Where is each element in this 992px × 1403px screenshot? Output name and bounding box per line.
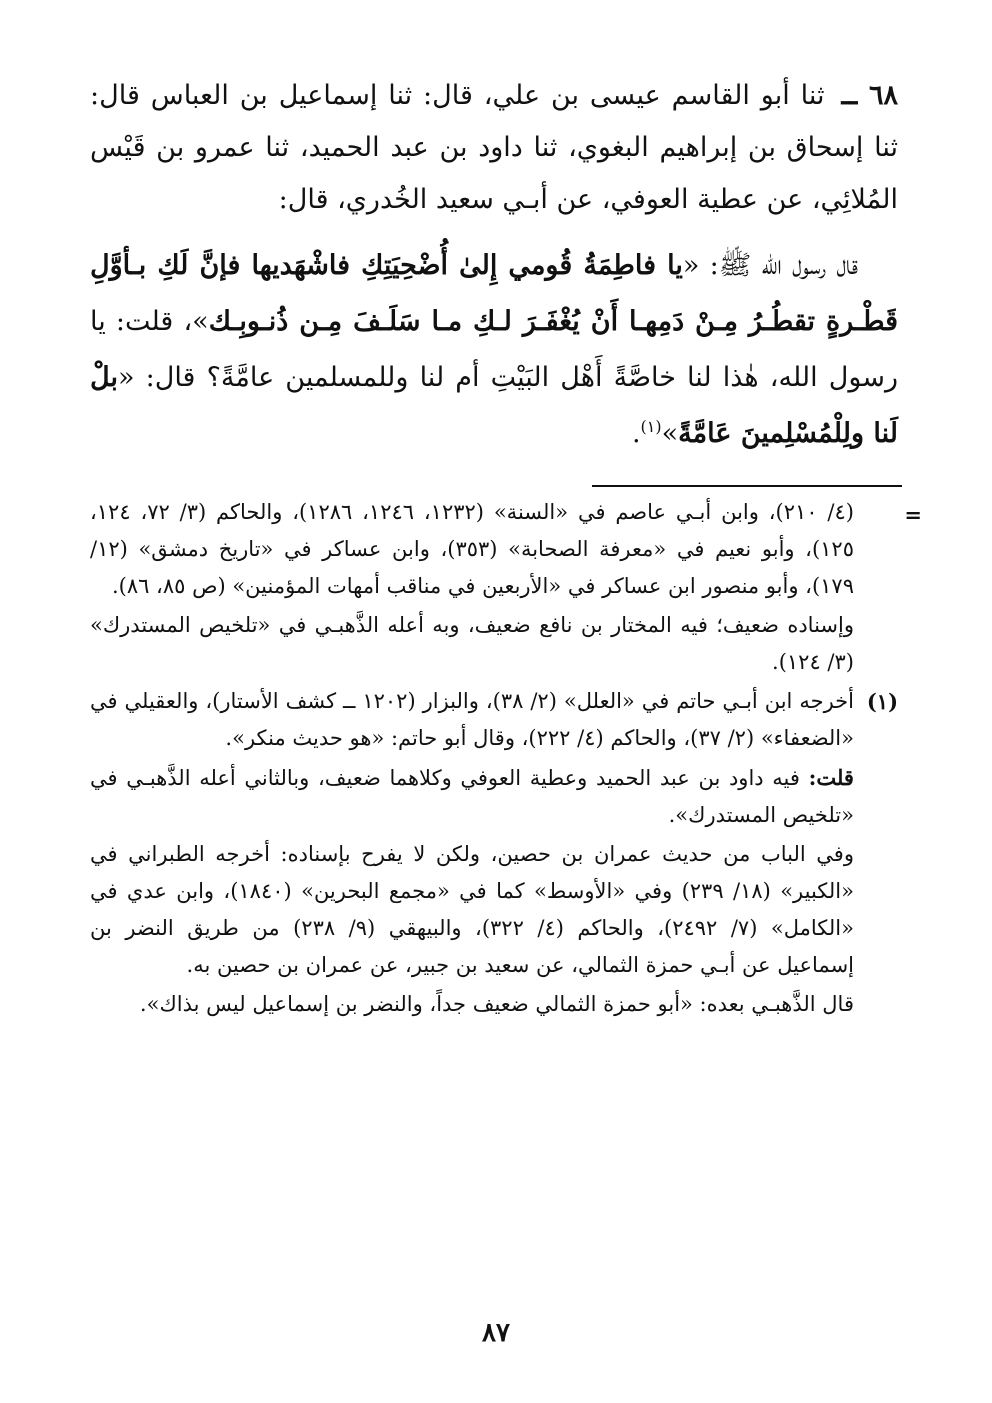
main-text xyxy=(90,70,898,462)
footnote-1-marker: (١) xyxy=(866,689,898,714)
page-number: ٨٧ xyxy=(482,1318,510,1348)
footnote-1-qultu xyxy=(90,759,854,834)
qultu-text: فيه داود بن عبد الحميد وعطية العوفي وكلاهما ضعيف، وبالثاني أعله الذَّهبـي في «تلخيص المستدرك». xyxy=(90,766,854,827)
matn-end: » xyxy=(661,418,679,449)
footnote-1-bab: وفي الباب من حديث عمران بن حصين، ولكن لا يفرح بإسناده: أخرجه الطبراني في «الكبير» (١٨/ ٢٣٩) وفي «الأوسط» كما في «مجمع البحرين» (١٨٤٠)، وابن عدي في «الكامل» (٧/ ٢٤٩٢)، والحاكم (٤/ ٣٢٢)، والبيهقي (٩/ ٢٣٨) من طريق النضر بن إسماعيل عن أبـي حمزة الثمالي، عن سعيد بن جبير، عن عمران بن حصين به. xyxy=(90,842,854,977)
footnotes xyxy=(90,494,922,1025)
footnote-continuation xyxy=(90,494,922,681)
footnote-ref: (١) xyxy=(640,417,662,436)
qultu-label: قلت: xyxy=(808,765,854,790)
hadith-matn xyxy=(90,238,898,462)
footnote-1 xyxy=(90,683,898,1023)
matn-middle: »، قلت: يا رسول الله، هٰذا لنا خاصَّةً أَهْل البَيْتِ أم لنا وللمسلمين عامَّةً؟ قال: « xyxy=(90,306,898,393)
matn-tail: . xyxy=(631,418,641,449)
footnote-1-paragraph-1: أخرجه ابن أبـي حاتم في «العلل» (٢/ ٣٨)، والبزار (١٢٠٢ ــ كشف الأستار)، والعقيلي في «الضعفاء» (٢/ ٣٧)، والحاكم (٤/ ٢٢٢)، وقال أبو حاتم: «هو حديث منكر». xyxy=(90,689,854,750)
matn-quote-1: يا فاطِمَةُ قُومي إِلىٰ أُضْحِيَتِكِ فاشْهَديها فإنَّ لَكِ بـأوَّلِ قَطْـرةٍ تقطُـرُ مِـنْ دَمِهـا أَنْ يُغْفَـرَ لـكِ مـا سَلَـفَ مِـن ذُنـوبِـك xyxy=(90,250,898,337)
continuation-marker: = xyxy=(904,502,922,527)
matn-quote-2: بلْ لَنا ولِلْمُسْلِمينَ عَامَّةً xyxy=(90,362,898,449)
footnote-1-dhahabi: قال الذَّهبـي بعده: «أبو حمزة الثمالي ضعيف جداً، والنضر بن إسماعيل ليس بذاك». xyxy=(139,992,854,1016)
footnote-divider xyxy=(592,485,902,487)
isnad-text: ثنا أبو القاسم عيسى بن علي، قال: ثنا إسماعيل بن العباس قال: ثنا إسحاق بن إبراهيم البغوي، ثنا داود بن عبد الحميد، ثنا عمرو بن قَيْس المُلائِي، عن عطية العوفي، عن أبـي سعيد الخُدري، قال: xyxy=(90,80,898,215)
continuation-paragraph-2: وإسناده ضعيف؛ فيه المختار بن نافع ضعيف، وبه أعله الذَّهبـي في «تلخيص المستدرك» (٣/ ١٢٤). xyxy=(90,613,854,674)
matn-intro: قال رسول الله ﷺ: « xyxy=(682,250,858,281)
hadith-number: ٦٨ ــ xyxy=(841,80,898,111)
hadith-isnad xyxy=(90,70,898,226)
continuation-paragraph-1: (٤/ ٢١٠)، وابن أبـي عاصم في «السنة» (١٢٣٢، ١٢٤٦، ١٢٨٦)، والحاكم (٣/ ٧٢، ١٢٤، ١٢٥)، وأبو نعيم في «معرفة الصحابة» (٣٥٣)، وابن عساكر في «تاريخ دمشق» (١٢/ ١٧٩)، وأبو منصور ابن عساكر في «الأربعين في مناقب أمهات المؤمنين» (ص ٨٥، ٨٦). xyxy=(90,500,854,598)
